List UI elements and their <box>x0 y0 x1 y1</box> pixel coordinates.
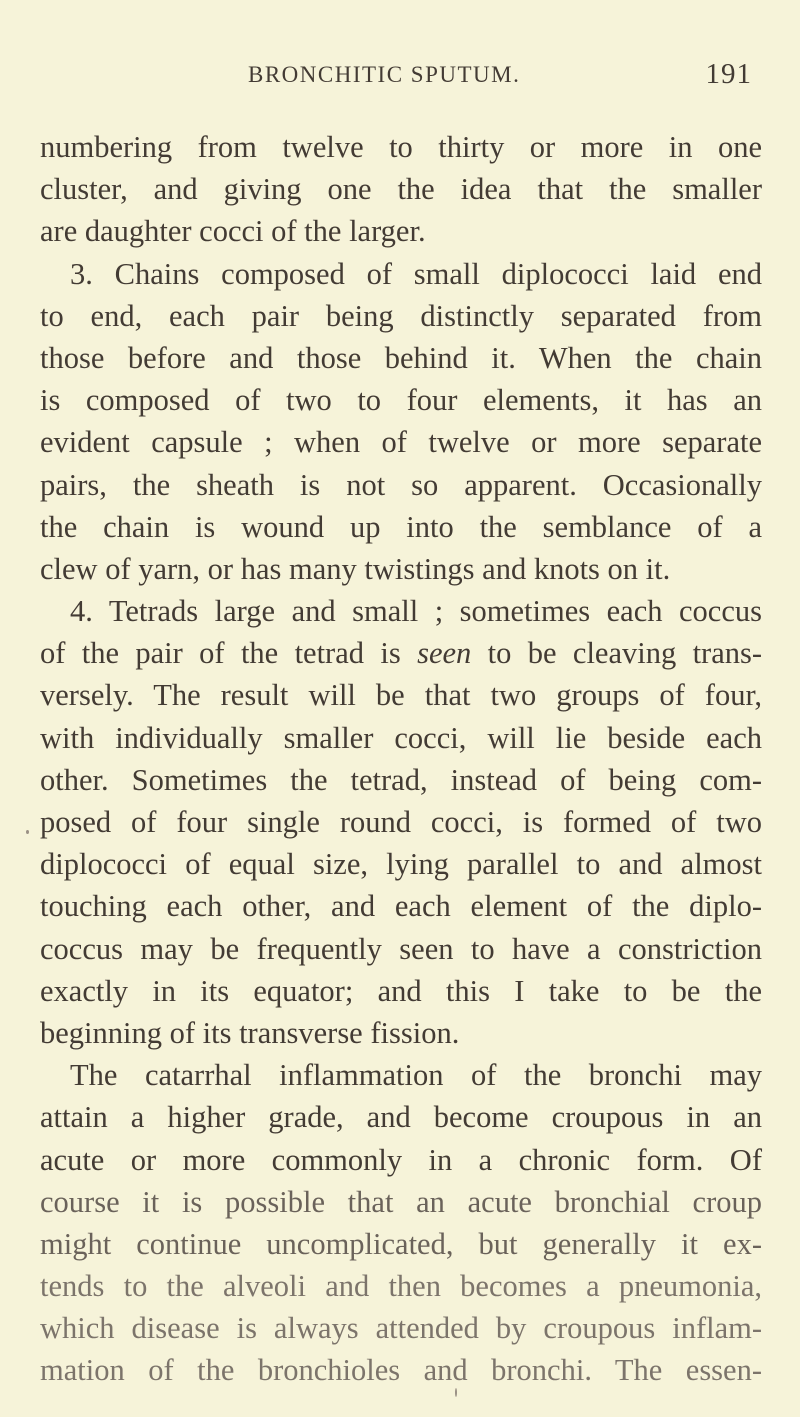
text-line: course it is possible that an acute bronchial croup <box>40 1184 762 1219</box>
text-line: other. Sometimes the tetrad, instead of being com- <box>40 762 762 797</box>
text-line: coccus may be frequently seen to have a constriction <box>40 931 762 966</box>
text-line: acute or more commonly in a chronic form. Of <box>40 1142 762 1177</box>
text-line: The catarrhal inflammation of the bronchi may <box>70 1058 762 1093</box>
text-line: pairs, the sheath is not so apparent. Occasionally <box>40 467 762 502</box>
text-line: exactly in its equator; and this I take to be the <box>40 973 762 1008</box>
text-line: evident capsule ; when of twelve or more separate <box>40 425 762 460</box>
text-segment: of the pair of the tetrad is <box>40 636 401 671</box>
text-line: is composed of two to four elements, it has an <box>40 383 762 418</box>
text-line: 3. Chains composed of small diplococci laid end <box>70 256 762 291</box>
text-line: the chain is wound up into the semblance of a <box>40 509 762 544</box>
text-segment: to be cleaving trans- <box>487 636 763 671</box>
page-number: 191 <box>705 58 752 90</box>
text-line: to end, each pair being distinctly separated from <box>40 298 762 333</box>
page-header <box>40 56 760 96</box>
italic-word: seen <box>417 636 472 671</box>
text-line: touching each other, and each element of the diplo- <box>40 889 762 924</box>
text-line: posed of four single round cocci, is formed of two <box>40 805 762 839</box>
text-line: diplococci of equal size, lying parallel to and almost <box>40 847 762 882</box>
text-line <box>40 632 762 674</box>
stray-ink-mark <box>455 1388 457 1397</box>
body-text <box>40 126 762 1392</box>
text-line: those before and those behind it. When the chain <box>40 340 762 375</box>
text-line: which disease is always attended by croupous inflam- <box>40 1311 762 1346</box>
stray-ink-mark <box>26 830 29 834</box>
text-line: versely. The result will be that two groups of four, <box>40 678 762 713</box>
text-line: cluster, and giving one the idea that the smaller <box>40 172 762 207</box>
text-line: attain a higher grade, and become croupous in an <box>40 1100 762 1135</box>
text-line: beginning of its transverse fission. <box>40 1015 460 1050</box>
text-line: are daughter cocci of the larger. <box>40 214 426 249</box>
text-line: mation of the bronchioles and bronchi. The essen- <box>40 1353 762 1388</box>
text-line: with individually smaller cocci, will lie beside each <box>40 720 762 755</box>
text-line: clew of yarn, or has many twistings and knots on it. <box>40 551 671 586</box>
text-line: numbering from twelve to thirty or more in one <box>40 130 762 164</box>
running-head: BRONCHITIC SPUTUM. <box>248 62 521 87</box>
text-line: tends to the alveoli and then becomes a pneumonia, <box>40 1269 762 1304</box>
text-line: 4. Tetrads large and small ; sometimes each coccus <box>70 594 762 629</box>
text-line: might continue uncomplicated, but generally it ex- <box>40 1226 762 1261</box>
